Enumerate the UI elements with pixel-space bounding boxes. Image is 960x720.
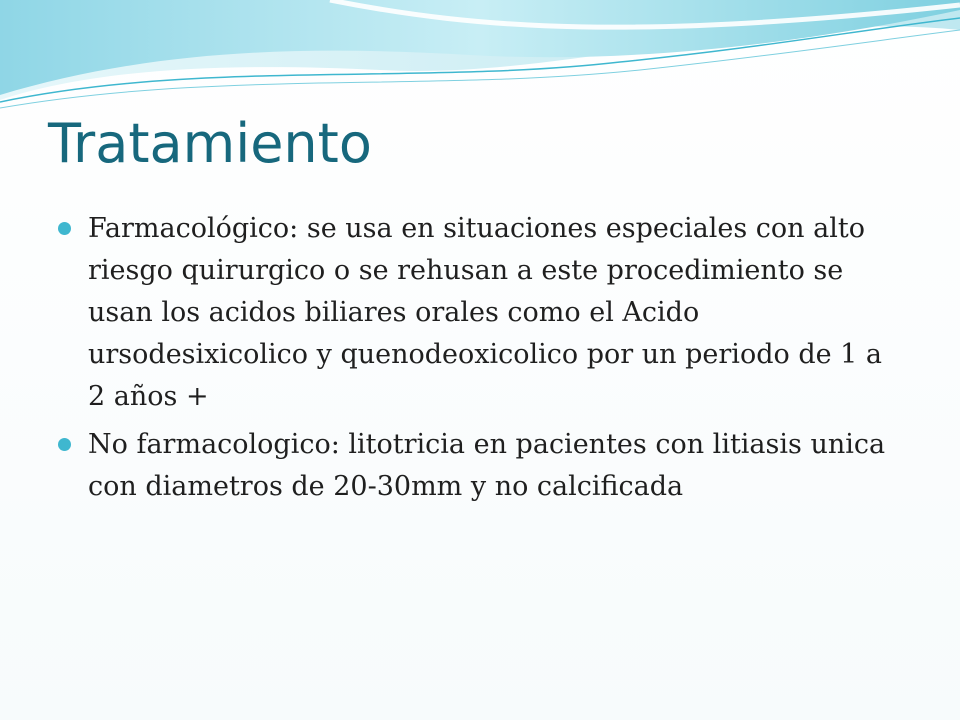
bullet-item-farmacologico [58, 208, 898, 418]
bullet-text: No farmacologico: litotricia en pacientes con litiasis unica con diametros de 20-30mm y no calcificada [88, 429, 886, 502]
decorative-wave-header [0, 0, 960, 120]
bullet-item-no-farmacologico [58, 424, 898, 508]
bullet-dot-icon [58, 438, 71, 451]
bullet-list [58, 208, 898, 514]
slide-title: Tratamiento [48, 112, 372, 175]
bullet-text: Farmacológico: se usa en situaciones especiales con alto riesgo quirurgico o se rehusan a este procedimiento se usan los acidos biliares orales como el Acido ursodesixicolico y quenodeoxicolico por un periodo de 1 a 2 años + [88, 213, 883, 412]
bullet-dot-icon [58, 222, 71, 235]
wave-band-front [0, 0, 960, 95]
